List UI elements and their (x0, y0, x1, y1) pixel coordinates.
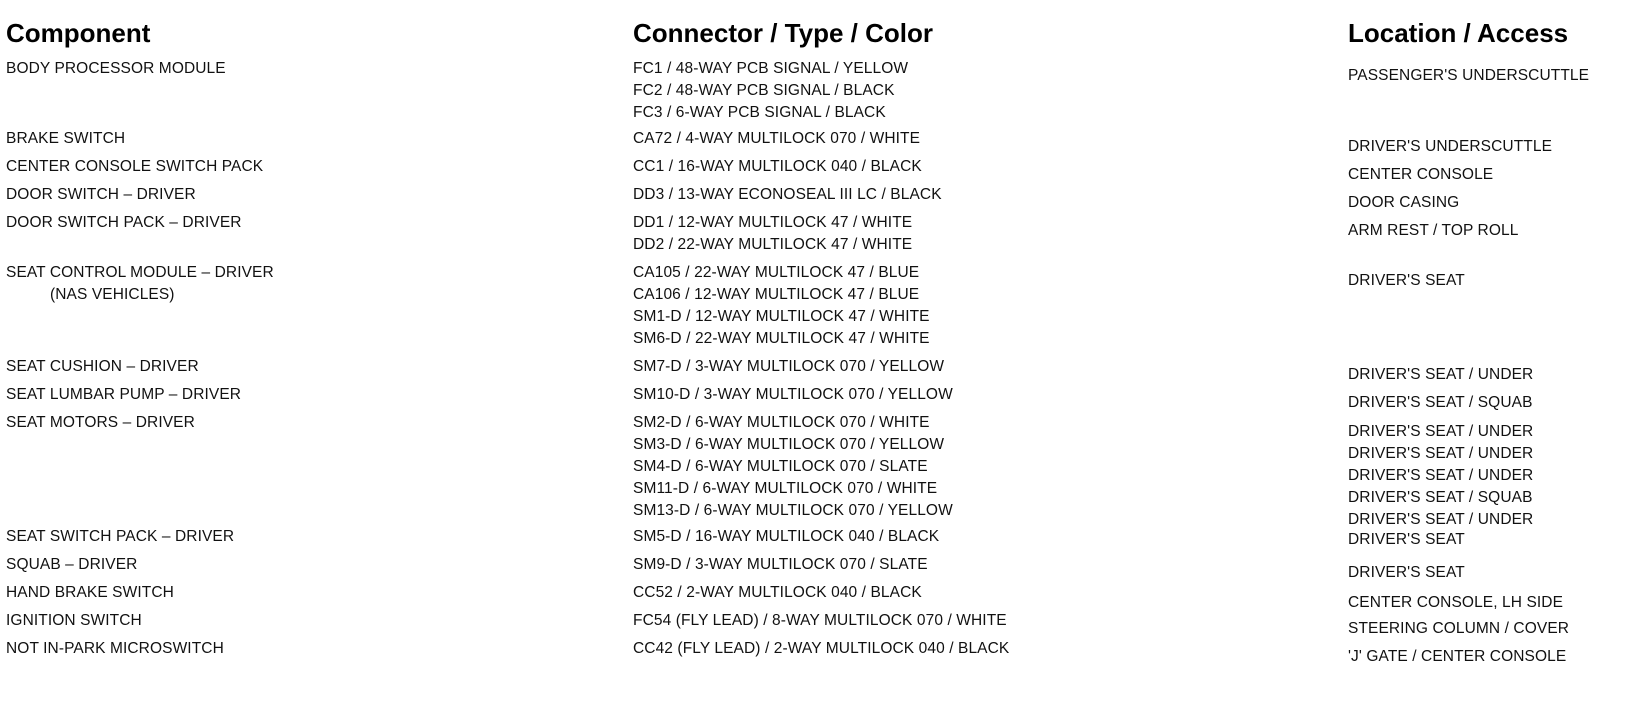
location-cell-line: PASSENGER'S UNDERSCUTTLE (1348, 67, 1590, 84)
connector-cell (633, 412, 1333, 522)
location-cell (1348, 529, 1646, 551)
component-cell (6, 262, 606, 306)
location-cell-line: STEERING COLUMN / COVER (1348, 620, 1570, 637)
location-cell-line: DRIVER'S SEAT / UNDER (1348, 445, 1534, 462)
connector-cell-line: SM10-D / 3-WAY MULTILOCK 070 / YELLOW (633, 386, 953, 403)
location-cell (1348, 164, 1646, 186)
component-cell-line: BODY PROCESSOR MODULE (6, 60, 226, 77)
location-cell-line: DRIVER'S SEAT / UNDER (1348, 366, 1534, 383)
component-cell-line: BRAKE SWITCH (6, 130, 126, 147)
location-cell-line: DRIVER'S SEAT (1348, 564, 1465, 581)
location-cell-line: DRIVER'S UNDERSCUTTLE (1348, 138, 1553, 155)
connector-cell-line: FC2 / 48-WAY PCB SIGNAL / BLACK (633, 82, 895, 99)
connector-cell-line: SM4-D / 6-WAY MULTILOCK 070 / SLATE (633, 458, 928, 475)
connector-cell-line: SM13-D / 6-WAY MULTILOCK 070 / YELLOW (633, 502, 953, 519)
connector-cell-line: CC42 (FLY LEAD) / 2-WAY MULTILOCK 040 / BLACK (633, 640, 1010, 657)
location-cell-line: DOOR CASING (1348, 194, 1460, 211)
location-cell (1348, 65, 1646, 87)
connector-cell (633, 526, 1333, 548)
location-cell (1348, 220, 1646, 242)
connector-cell-line: SM1-D / 12-WAY MULTILOCK 47 / WHITE (633, 308, 930, 325)
connector-cell (633, 156, 1333, 178)
connector-cell (633, 554, 1333, 576)
location-cell-line: DRIVER'S SEAT / SQUAB (1348, 489, 1533, 506)
component-cell (6, 156, 606, 178)
component-cell (6, 384, 606, 406)
connector-cell-line: FC3 / 6-WAY PCB SIGNAL / BLACK (633, 104, 886, 121)
connector-cell (633, 638, 1333, 660)
connector-cell-line: SM7-D / 3-WAY MULTILOCK 070 / YELLOW (633, 358, 945, 375)
header-component: Component (6, 18, 151, 48)
component-cell (6, 356, 606, 378)
location-cell (1348, 364, 1646, 386)
connector-cell (633, 212, 1333, 256)
component-cell-line: SEAT CONTROL MODULE – DRIVER (6, 264, 274, 281)
component-cell-line: DOOR SWITCH PACK – DRIVER (6, 214, 242, 231)
location-cell (1348, 562, 1646, 584)
component-cell-line: DOOR SWITCH – DRIVER (6, 186, 196, 203)
component-cell-line: SEAT MOTORS – DRIVER (6, 414, 195, 431)
location-cell-line: DRIVER'S SEAT (1348, 272, 1465, 289)
location-cell-line: ARM REST / TOP ROLL (1348, 222, 1519, 239)
component-cell-line: (NAS VEHICLES) (50, 286, 175, 303)
component-cell (6, 610, 606, 632)
component-cell (6, 554, 606, 576)
location-cell-line: DRIVER'S SEAT (1348, 531, 1465, 548)
location-cell (1348, 270, 1646, 292)
location-cell (1348, 392, 1646, 414)
connector-cell-line: SM9-D / 3-WAY MULTILOCK 070 / SLATE (633, 556, 928, 573)
connector-cell-line: CC52 / 2-WAY MULTILOCK 040 / BLACK (633, 584, 922, 601)
connector-cell (633, 128, 1333, 150)
component-cell (6, 412, 606, 434)
component-cell-line: HAND BRAKE SWITCH (6, 584, 174, 601)
connector-cell (633, 384, 1333, 406)
component-cell (6, 638, 606, 660)
location-cell (1348, 192, 1646, 214)
location-cell-line: CENTER CONSOLE, LH SIDE (1348, 594, 1564, 611)
component-cell (6, 58, 606, 80)
component-cell-line: SEAT LUMBAR PUMP – DRIVER (6, 386, 242, 403)
connector-cell-line: DD3 / 13-WAY ECONOSEAL III LC / BLACK (633, 186, 942, 203)
connector-cell-line: CA105 / 22-WAY MULTILOCK 47 / BLUE (633, 264, 920, 281)
connector-cell (633, 58, 1333, 124)
component-cell-line: NOT IN-PARK MICROSWITCH (6, 640, 224, 657)
connector-cell-line: CC1 / 16-WAY MULTILOCK 040 / BLACK (633, 158, 922, 175)
location-cell (1348, 618, 1646, 640)
location-cell (1348, 646, 1646, 668)
location-cell-line: DRIVER'S SEAT / UNDER (1348, 511, 1534, 528)
connector-cell-line: SM2-D / 6-WAY MULTILOCK 070 / WHITE (633, 414, 930, 431)
component-cell (6, 184, 606, 206)
connector-cell-line: SM5-D / 16-WAY MULTILOCK 040 / BLACK (633, 528, 940, 545)
component-cell-line: SEAT CUSHION – DRIVER (6, 358, 199, 375)
connector-cell (633, 262, 1333, 350)
connector-cell-line: DD2 / 22-WAY MULTILOCK 47 / WHITE (633, 236, 913, 253)
connector-cell-line: SM3-D / 6-WAY MULTILOCK 070 / YELLOW (633, 436, 945, 453)
component-cell (6, 582, 606, 604)
location-cell-line: DRIVER'S SEAT / UNDER (1348, 467, 1534, 484)
location-cell-line: DRIVER'S SEAT / SQUAB (1348, 394, 1533, 411)
location-cell (1348, 136, 1646, 158)
location-cell-line: CENTER CONSOLE (1348, 166, 1494, 183)
connector-cell-line: FC1 / 48-WAY PCB SIGNAL / YELLOW (633, 60, 909, 77)
connector-cell-line: DD1 / 12-WAY MULTILOCK 47 / WHITE (633, 214, 913, 231)
connector-cell (633, 184, 1333, 206)
location-cell (1348, 421, 1646, 531)
connector-cell-line: CA72 / 4-WAY MULTILOCK 070 / WHITE (633, 130, 921, 147)
connector-cell-line: SM11-D / 6-WAY MULTILOCK 070 / WHITE (633, 480, 938, 497)
component-cell-line: IGNITION SWITCH (6, 612, 142, 629)
component-cell (6, 128, 606, 150)
component-cell-line: SEAT SWITCH PACK – DRIVER (6, 528, 235, 545)
component-cell (6, 212, 606, 234)
header-connector-type-color: Connector / Type / Color (633, 18, 933, 48)
connector-cell-line: FC54 (FLY LEAD) / 8-WAY MULTILOCK 070 / WHITE (633, 612, 1007, 629)
connector-cell (633, 610, 1333, 632)
header-location-access: Location / Access (1348, 18, 1569, 48)
component-cell-line: CENTER CONSOLE SWITCH PACK (6, 158, 264, 175)
location-cell-line: DRIVER'S SEAT / UNDER (1348, 423, 1534, 440)
location-cell (1348, 592, 1646, 614)
connector-cell (633, 356, 1333, 378)
connector-cell-line: CA106 / 12-WAY MULTILOCK 47 / BLUE (633, 286, 920, 303)
connector-cell (633, 582, 1333, 604)
location-cell-line: 'J' GATE / CENTER CONSOLE (1348, 648, 1567, 665)
connector-cell-line: SM6-D / 22-WAY MULTILOCK 47 / WHITE (633, 330, 930, 347)
component-cell-line: SQUAB – DRIVER (6, 556, 138, 573)
component-cell (6, 526, 606, 548)
